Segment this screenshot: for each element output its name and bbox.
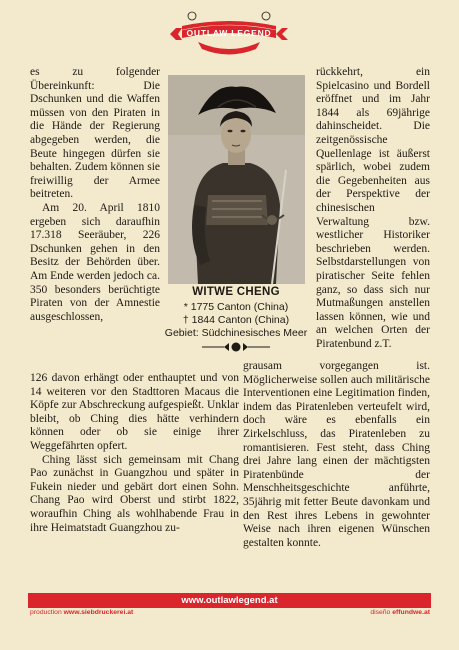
design-link[interactable]: effundwe.at	[392, 609, 430, 616]
portrait-name: WITWE CHENG	[192, 286, 280, 298]
paragraph: es zu folgender Übereinkunft: Die Dschunken und die Waffen müssen von den Piraten in die Hände der Regierung abgegeben werden, die Beute hingegen dürfen sie behalten. Zudem können sie freiwillig der Armee beitreten.	[30, 66, 160, 201]
footer-url-link[interactable]: www.outlawlegend.at	[181, 595, 278, 606]
production-link[interactable]: www.siebdruckerei.at	[63, 609, 134, 616]
outlaw-legend-logo	[168, 6, 290, 60]
paragraph: grausam vorgegangen ist. Möglicherweise sollen auch militärische Interventionen eine Legitimation finden, indem das Piratenleben verteufelt wird, doch wäre es ebenfalls ein Zirkelschluss, das Piratenleben zu romantisieren. Fest steht, dass Ching drei Jahre lang einen der mächtigsten Piratenbünde der Menschheitsgeschichte anführte, 35jährig mit fetter Beute davonkam und den Rest ihres Lebens in gewohnter Weise nach ihren eigenen Wünschen gestalten konnte.	[243, 360, 430, 549]
production-credit	[30, 609, 133, 616]
portrait-area: Gebiet: Südchinesisches Meer	[164, 327, 308, 339]
production-label: production	[30, 609, 64, 616]
paragraph: Am 20. April 1810 ergeben sich daraufhin 17.318 Seeräuber, 226 Dschunken gehen in den Besitz der Behörden über. Am Ende werden jedoch ca. 350 besonders berüchtigte Piraten von der Amnestie ausgeschlossen,	[30, 201, 160, 323]
svg-text:OUTLAW LEGEND: OUTLAW LEGEND	[186, 28, 272, 38]
footer-url-bar[interactable]	[28, 593, 431, 608]
portrait-caption	[160, 286, 312, 340]
design-credit	[370, 609, 430, 616]
article-column-bottom-right	[243, 360, 430, 550]
portrait-died: † 1844 Canton (China)	[182, 314, 290, 326]
paragraph: Ching lässt sich gemeinsam mit Chang Pao zunächst in Guangzhou und später in Fukein nieder und gebärt dort einen Sohn. Chang Pao wird Oberst und stirbt 1822, woraufhin Ching als wohlhabende Frau in ihre Heimatstadt Guangzhou zu-	[30, 453, 239, 534]
ornament-divider-icon	[200, 340, 272, 354]
paragraph: rückkehrt, ein Spielcasino und Bordell eröffnet und im Jahr 1844 als 69jährige dahinscheidet. Die zeitgenössische Quellenlage ist äußerst spärlich, wobei zudem die Gegebenheiten aus der Perspektive der chinesischen Verwaltung bzw. westlicher Historiker beschrieben werden. Selbstdarstellungen von piratischer Seite fehlen ganz, so dass sich nur Mutmaßungen anstellen lassen können, wie und an welchen Orten der Piratenbund z.T.	[316, 66, 430, 350]
article-column-right	[316, 66, 430, 351]
portrait-born: * 1775 Canton (China)	[183, 301, 289, 313]
article-column-bottom-left	[30, 372, 239, 535]
paragraph: 126 davon erhängt oder enthauptet und von 14 weiteren vor den Stadttoren Macaus die Köpfe zur Abschreckung aufgespießt. Unklar bleibt, ob Ching dies hätte verhindern können oder ob sie einige ihrer Weggefährten opfert.	[30, 372, 239, 452]
design-label: diseño	[370, 609, 393, 616]
article-column-left	[30, 66, 160, 324]
portrait-image	[168, 75, 305, 284]
